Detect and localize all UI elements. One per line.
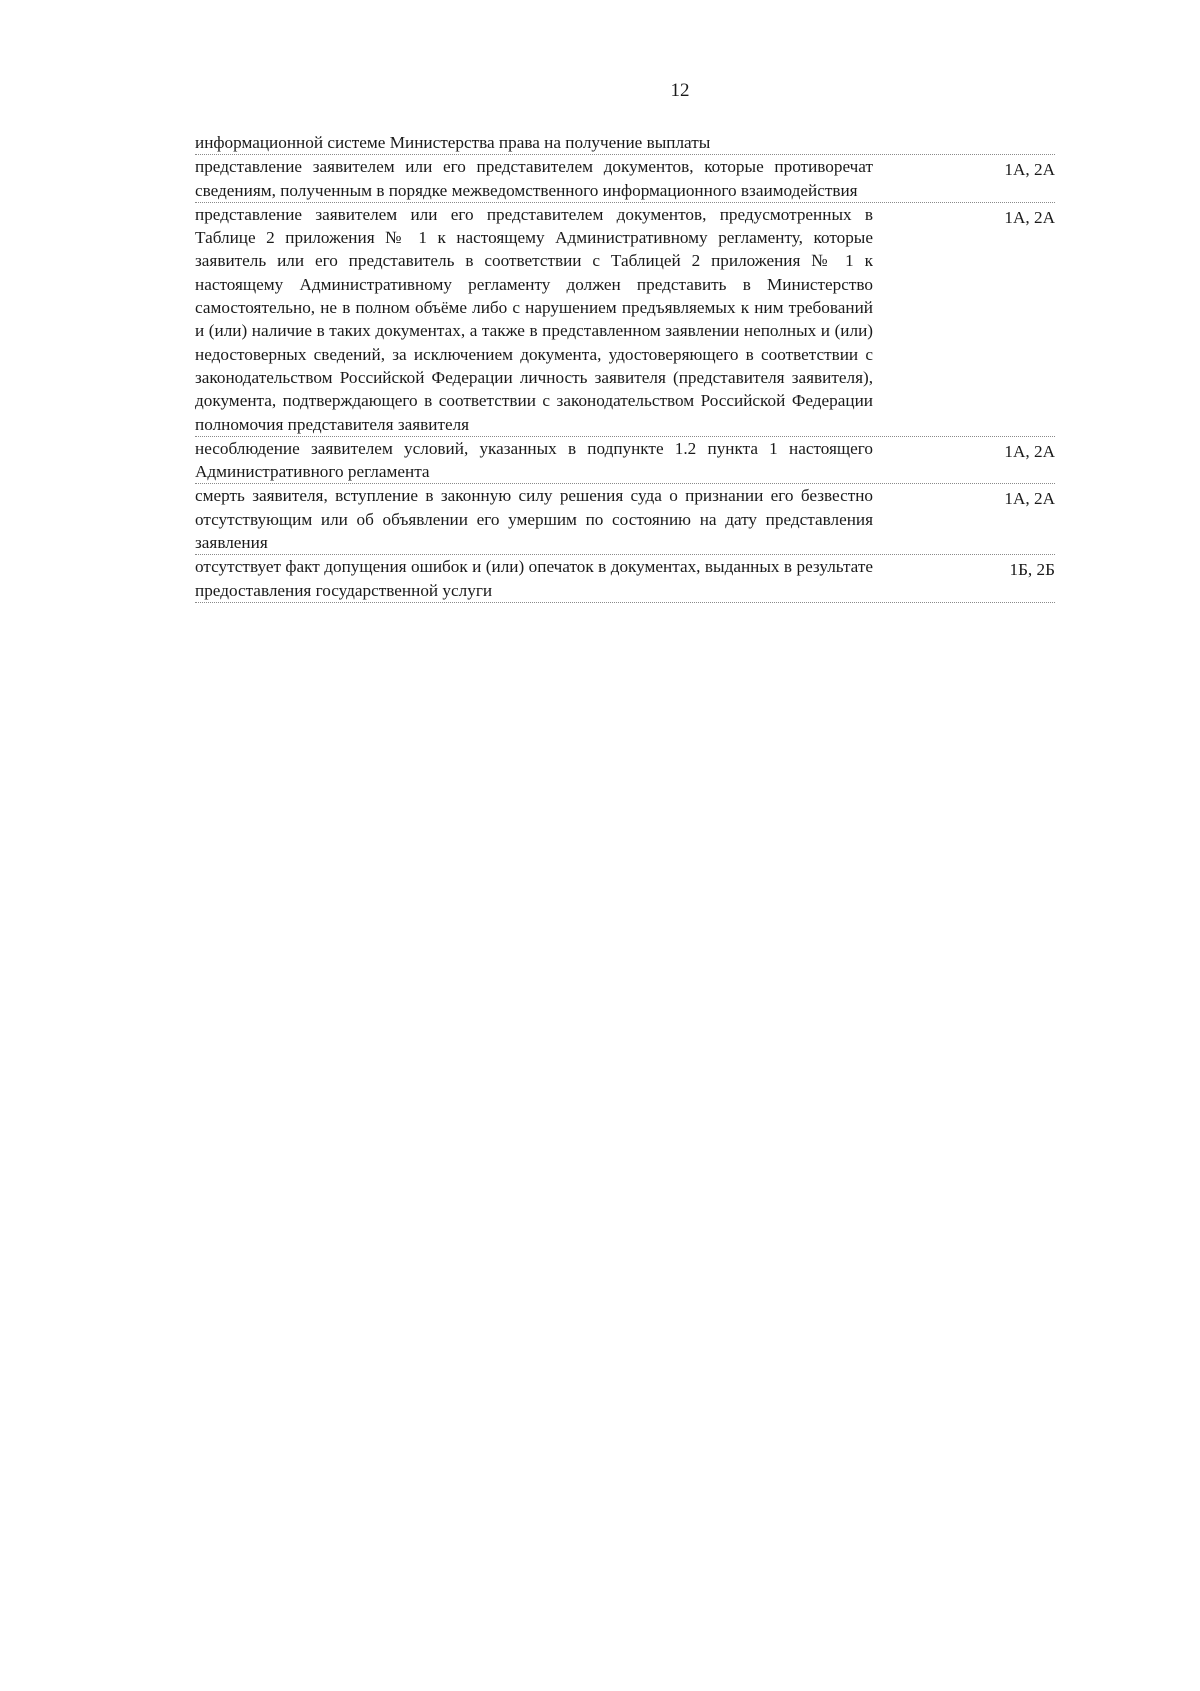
table-row — [195, 555, 1055, 603]
applicable-variants: 1Б, 2Б — [1009, 560, 1055, 580]
applicable-variants — [873, 131, 1055, 154]
refusal-reason: отсутствует факт допущения ошибок и (или) опечаток в документах, выданных в результате предоставления государственной услуги — [195, 557, 873, 600]
refusal-reason: смерть заявителя, вступление в законную силу решения суда о признании его безвестно отсутствующим или об объявлении его умершим по состоянию на дату представления заявления — [195, 486, 873, 553]
refusal-reason: информационной системе Министерства права на получение выплаты — [195, 133, 711, 152]
table-row — [195, 155, 1055, 203]
applicable-variants: 1А, 2А — [1004, 160, 1055, 180]
applicable-variants: 1А, 2А — [1004, 207, 1055, 227]
refusal-reason: несоблюдение заявителем условий, указанных в подпункте 1.2 пункта 1 настоящего Административного регламента — [195, 438, 873, 482]
refusal-grounds-table — [195, 131, 1055, 603]
refusal-reason: представление заявителем или его представителем документов, предусмотренных в Таблице 2 приложения № 1 к настоящему Административному регламенту, которые заявитель или его представитель в соответствии с Таблицей 2 приложения № 1 к настоящему Административному регламенту должен представить в Министерство самостоятельно, не в полном объёме либо с нарушением предъявляемых к ним требований и (или) наличие в таких документах, а также в представленном заявлении неполных и (или) недостоверных сведений, за исключением документа, удостоверяющего в соответствии с законодательством Российской Федерации личность заявителя (представителя заявителя), документа, подтверждающего в соответствии с законодательством Российской Федерации полномочия представителя заявителя — [195, 204, 873, 434]
refusal-reason: представление заявителем или его представителем документов, которые противоречат сведениям, полученным в порядке межведомственного информационного взаимодействия — [195, 157, 873, 200]
applicable-variants: 1А, 2А — [1004, 441, 1055, 461]
table-row — [195, 484, 1055, 555]
table-row — [195, 203, 1055, 437]
applicable-variants: 1А, 2А — [1004, 489, 1055, 509]
table-row — [195, 131, 1055, 155]
table-row — [195, 437, 1055, 485]
page-number: 12 — [670, 80, 690, 101]
